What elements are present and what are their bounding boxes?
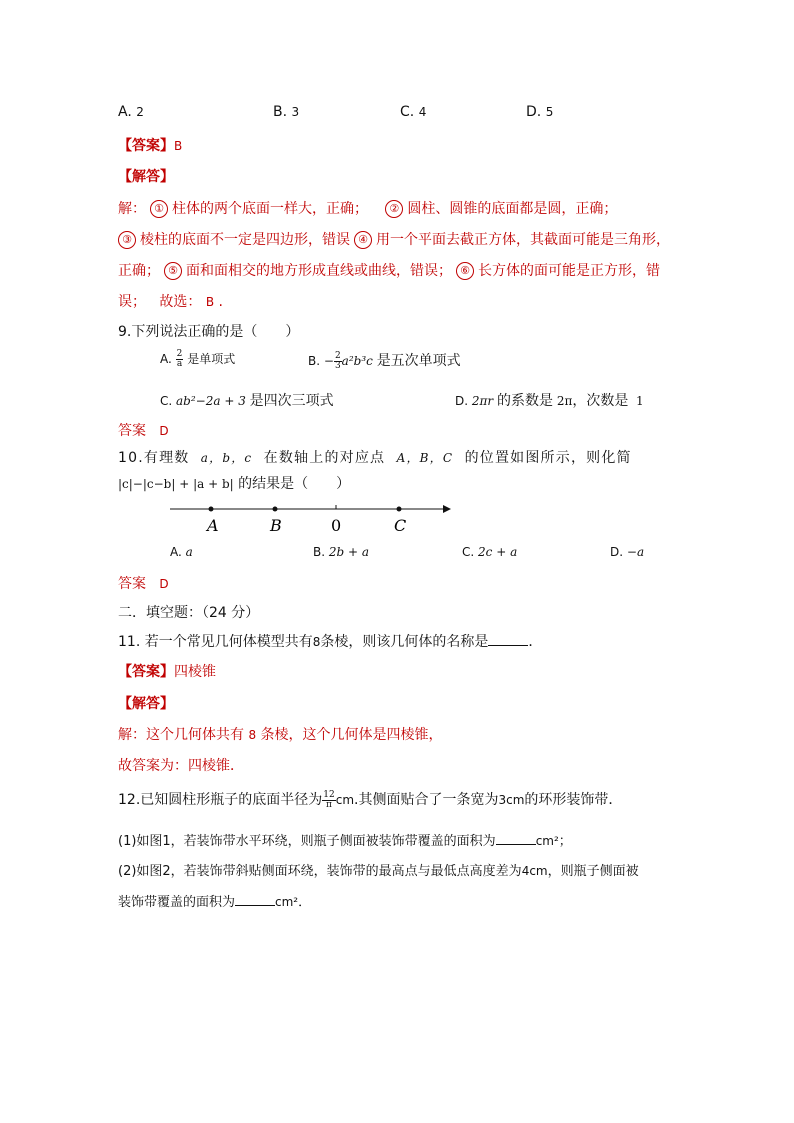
q10-stem-line1: 10.有理数 a，b，c 在数轴上的对应点 A，B，C 的位置如图所示，则化简 xyxy=(118,450,632,466)
q11-stem: 11. 若一个常见几何体模型共有8条棱，则该几何体的名称是 ． xyxy=(118,634,543,650)
q12-stem: 12.已知圆柱形瓶子的底面半径为 $\frac{12}{\pi}$ cm.其侧面贴合了一条宽为3cm的环形装饰带． xyxy=(118,789,623,810)
q10-option-c: C. 2c + a xyxy=(462,545,518,559)
q12-part2-blank xyxy=(235,893,275,906)
label-0: 0 xyxy=(331,516,342,535)
circled-5: ⑤ xyxy=(164,262,182,280)
circled-3: ③ xyxy=(118,231,136,249)
q8-explain-label: 【解答】 xyxy=(118,169,174,185)
q12-radius-fraction: $\frac{12}{\pi}$ xyxy=(323,789,335,810)
q8-option-a: A. 2 xyxy=(118,104,144,120)
q9-a-fraction: $\frac{2}{a}$ xyxy=(176,349,183,369)
q8-option-c: C. 4 xyxy=(400,104,427,120)
q8-option-b: B. 3 xyxy=(273,104,300,120)
q9-answer: 答案 D xyxy=(118,423,169,439)
circled-2: ② xyxy=(385,200,403,218)
q10-option-a: A. a xyxy=(170,545,193,559)
q12-part2-line1: (2)如图2，若装饰带斜贴侧面环绕，装饰带的最高点与最低点高度差为4cm，则瓶子侧面被 xyxy=(118,864,639,879)
q9-b-fraction: $\frac{2}{3}$ xyxy=(334,351,341,371)
point-c xyxy=(397,507,402,512)
circled-6: ⑥ xyxy=(456,262,474,280)
q11-explain-line1: 解：这个几何体共有 8 条棱，这个几何体是四棱锥， xyxy=(118,727,443,743)
q8-answer: 【答案】B xyxy=(118,138,183,154)
q9-option-a: A. $\frac{2}{a}$ 是单项式 xyxy=(160,349,236,369)
section-2-title: 二．填空题：（24 分） xyxy=(118,605,260,621)
q8-explain-line4: 误； 故选： B . xyxy=(118,294,223,310)
q9-option-c: C. ab²−2a + 3 是四次三项式 xyxy=(160,393,334,409)
circled-4: ④ xyxy=(354,231,372,249)
q12-part2-line2: 装饰带覆盖的面积为 cm²． xyxy=(118,895,312,910)
q9-stem: 9.下列说法正确的是（ ） xyxy=(118,324,300,340)
number-line-arrow-icon xyxy=(443,505,451,513)
q8-explain-line2: ③ 棱柱的底面不一定是四边形，错误 ④ 用一个平面去截正方体，其截面可能是三角形， xyxy=(118,229,670,249)
q10-number-line xyxy=(165,498,455,538)
q8-explain-line3: 正确； ⑤ 面和面相交的地方形成直线或曲线，错误； ⑥ 长方体的面可能是正方形，错 xyxy=(118,263,660,279)
point-b xyxy=(273,507,278,512)
q11-explain-label: 【解答】 xyxy=(118,696,174,712)
q11-answer: 【答案】四棱锥 xyxy=(118,664,216,680)
q9-option-b: B. − $\frac{2}{3}$ a²b³c 是五次单项式 xyxy=(308,351,461,371)
q12-part1-blank xyxy=(496,832,536,845)
label-b: B xyxy=(270,516,282,535)
q12-part1: (1)如图1，若装饰带水平环绕，则瓶子侧面被装饰带覆盖的面积为 cm²； xyxy=(118,834,572,849)
point-a xyxy=(209,507,214,512)
q10-stem-line2: |c|−|c−b| + |a + b| 的结果是（ ） xyxy=(118,476,351,492)
label-a: A xyxy=(207,516,219,535)
q10-answer: 答案 D xyxy=(118,576,169,592)
q10-option-d: D. −a xyxy=(610,545,645,559)
q10-option-b: B. 2b + a xyxy=(313,545,370,559)
q11-blank xyxy=(488,633,528,646)
label-c: C xyxy=(394,516,407,535)
q9-option-d: D. 2πr 的系数是 2π，次数是 1 xyxy=(455,393,644,409)
q8-option-d: D. 5 xyxy=(526,104,554,120)
q8-explain-line1: 解： ① 柱体的两个底面一样大，正确； ② 圆柱、圆锥的底面都是圆，正确； xyxy=(118,201,618,217)
circled-1: ① xyxy=(150,200,168,218)
q11-conclusion: 故答案为：四棱锥． xyxy=(118,758,244,774)
